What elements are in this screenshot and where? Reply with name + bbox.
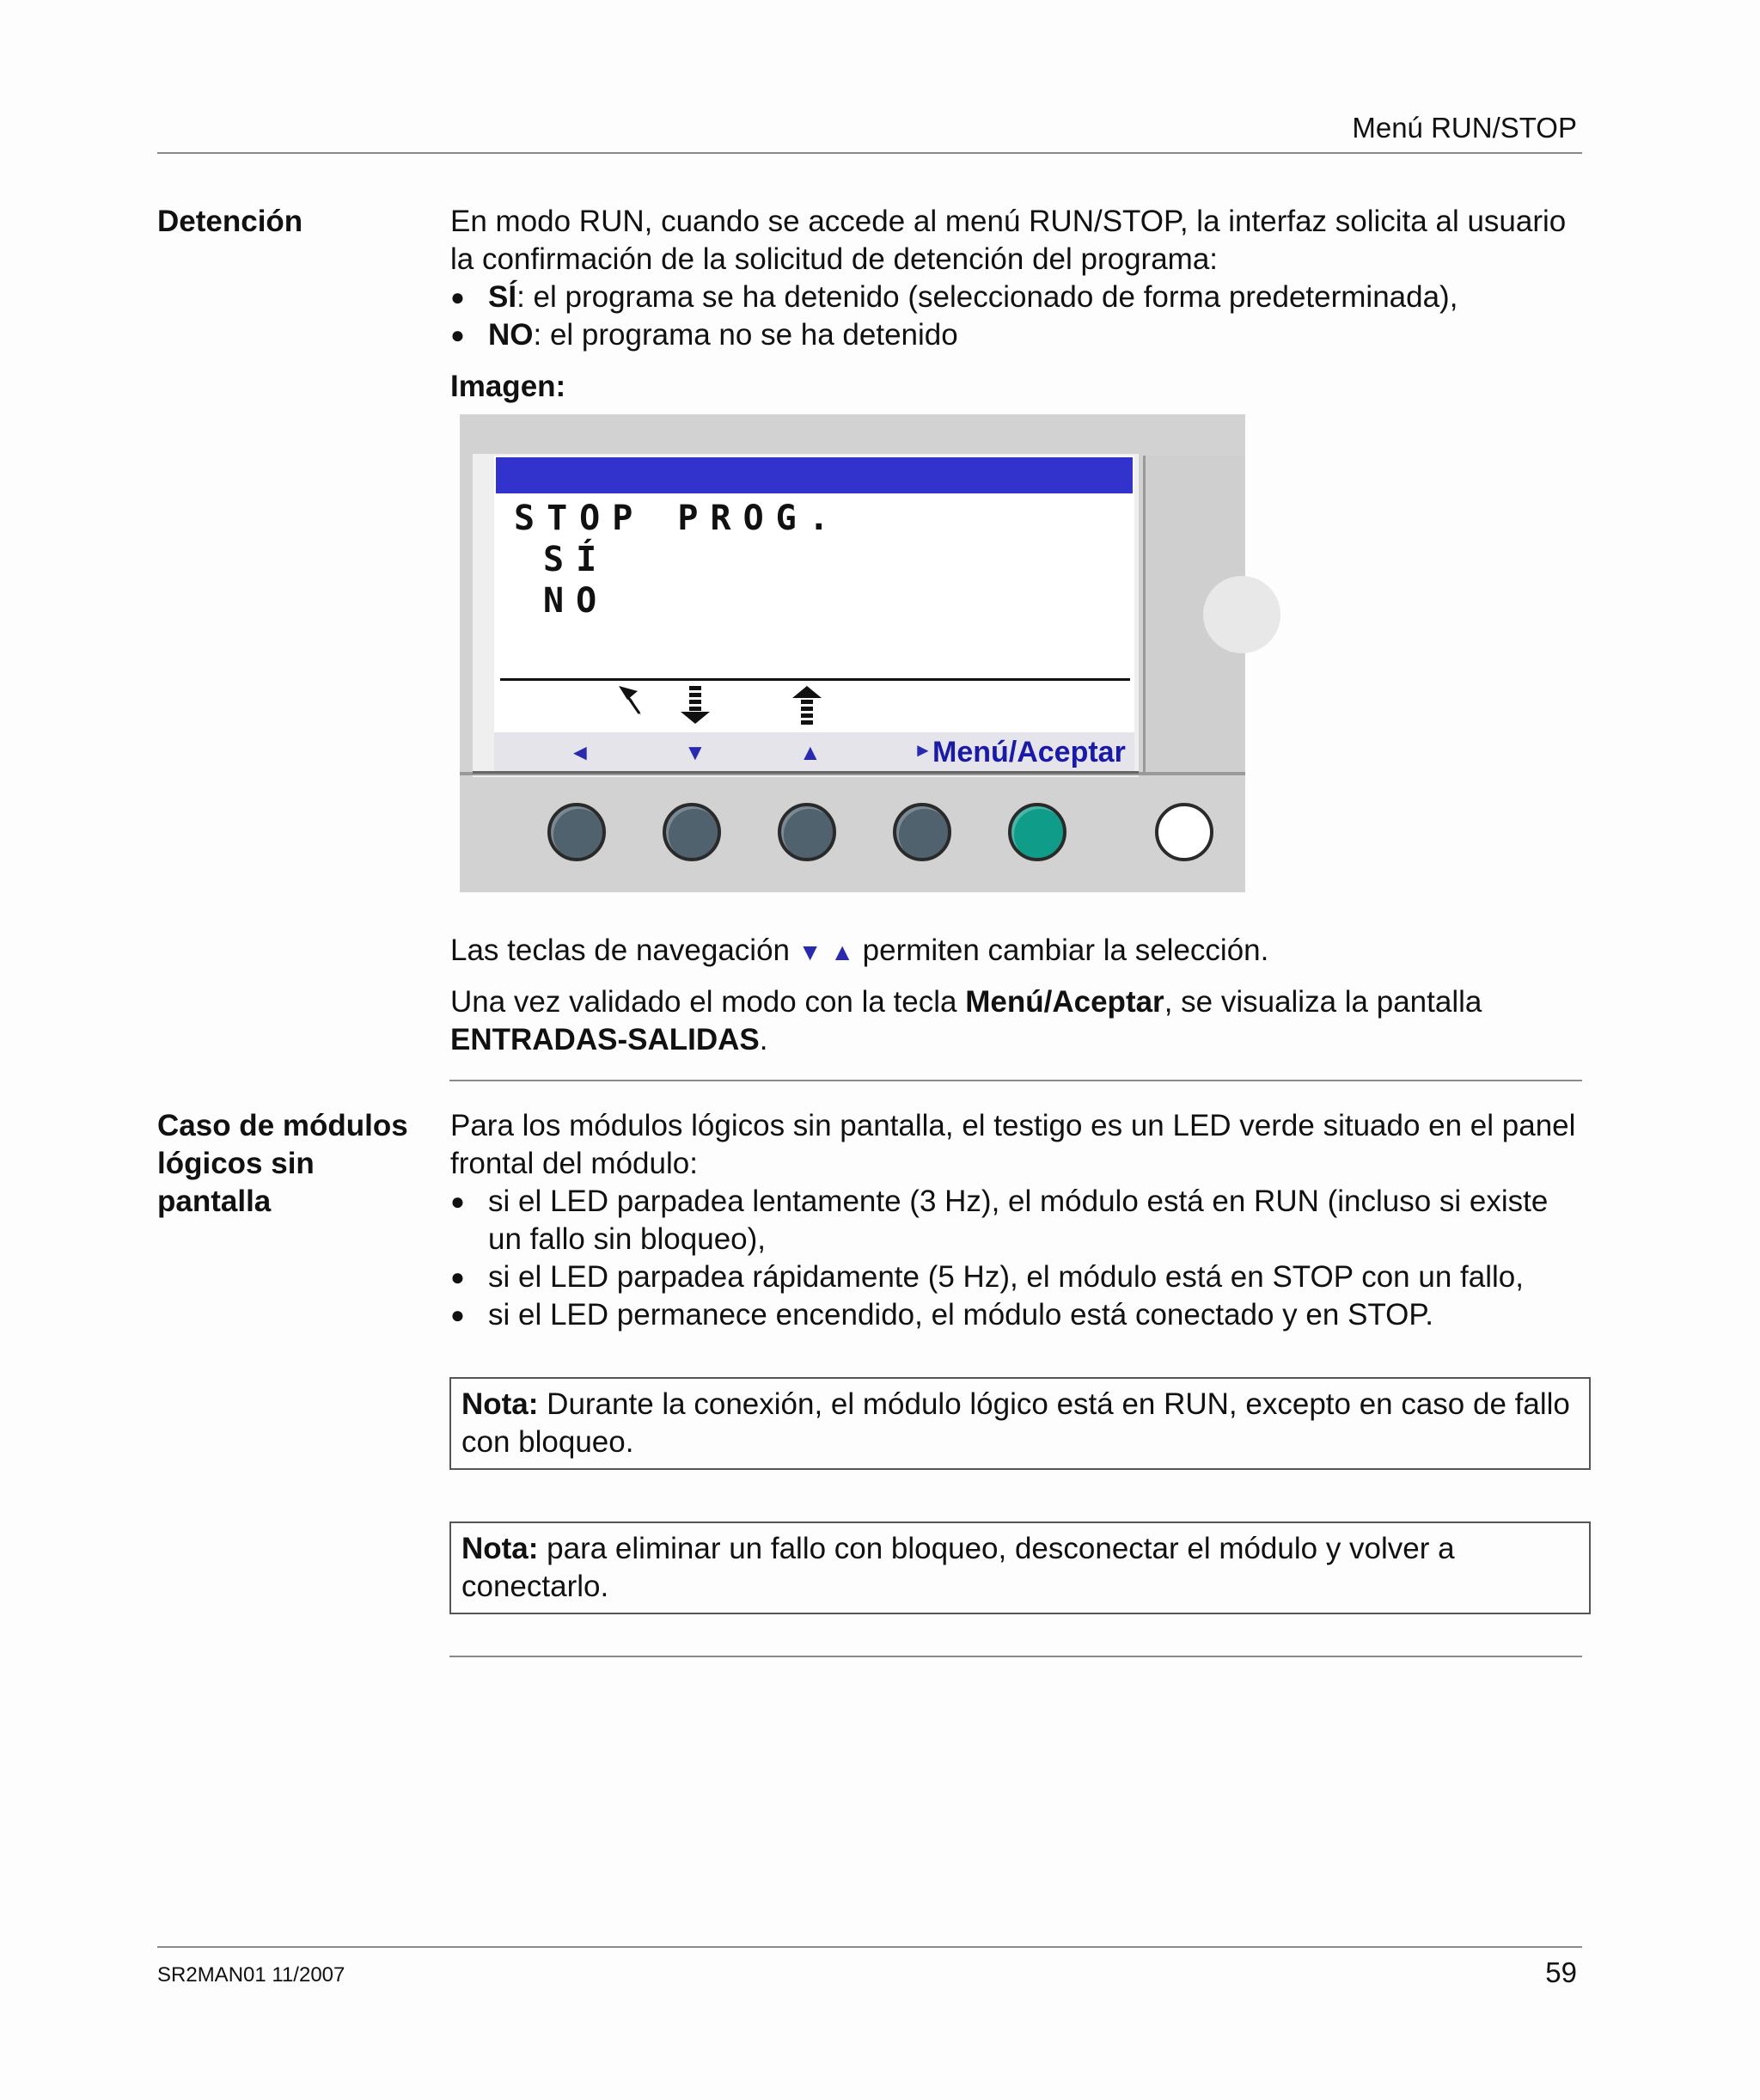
lcd-line-stop-prog: STOP PROG. bbox=[514, 499, 841, 538]
softkey-up-icon: ▲ bbox=[799, 739, 822, 765]
list-item: ● si el LED permanece encendido, el módulo está conectado y en STOP. bbox=[450, 1296, 1585, 1334]
list-item: ● si el LED parpadea rápidamente (5 Hz), el módulo está en STOP con un fallo, bbox=[450, 1258, 1585, 1296]
list-item bbox=[450, 316, 1585, 354]
lcd-up-arrow-icon bbox=[792, 686, 822, 725]
side-label-line: pantalla bbox=[157, 1185, 272, 1218]
nav-sentence bbox=[450, 932, 1585, 971]
lcd-line-si: SÍ bbox=[543, 540, 609, 579]
nav-sentence-post: permiten cambiar la selección. bbox=[862, 934, 1269, 967]
footer-rule bbox=[157, 1946, 1582, 1948]
section-heading-detencion: Detención bbox=[157, 205, 303, 238]
footer-doc-ref: SR2MAN01 11/2007 bbox=[157, 1963, 345, 1987]
list-item bbox=[450, 279, 1585, 316]
section2-text bbox=[450, 1107, 1585, 1334]
list-item: ● si el LED parpadea lentamente (3 Hz), el módulo está en RUN (incluso si existe un fallo sin bloqueo), bbox=[450, 1183, 1585, 1258]
note-box-2 bbox=[449, 1521, 1591, 1614]
valid-end: . bbox=[759, 1023, 768, 1056]
device-right-button[interactable] bbox=[893, 803, 951, 861]
section2-intro: Para los módulos lógicos sin pantalla, el testigo es un LED verde situado en el panel frontal del módulo: bbox=[450, 1109, 1576, 1180]
softkey-left-icon: ◄ bbox=[569, 739, 591, 765]
nav-up-icon: ▲ bbox=[830, 939, 854, 965]
bullet-key: NO bbox=[488, 318, 534, 352]
bullet-key: SÍ bbox=[488, 280, 517, 314]
side-label-line: lógicos sin bbox=[157, 1147, 315, 1180]
softbar-underline bbox=[473, 771, 1139, 774]
section1-text bbox=[450, 203, 1585, 354]
bullet-text: : el programa no se ha detenido bbox=[533, 318, 958, 352]
section-heading-caso bbox=[157, 1107, 408, 1221]
softkey-down-icon: ▼ bbox=[684, 739, 706, 765]
device-menu-ok-button[interactable] bbox=[1008, 803, 1066, 861]
note-text: Durante la conexión, el módulo lógico está en RUN, excepto en caso de fallo con bloqueo. bbox=[461, 1387, 1570, 1459]
valid-key: Menú/Aceptar bbox=[965, 985, 1164, 1019]
section-divider bbox=[449, 1080, 1582, 1081]
nav-sentence-pre: Las teclas de navegación bbox=[450, 934, 790, 967]
valid-mid: , se visualiza la pantalla bbox=[1164, 985, 1482, 1019]
lcd-toggle-icon bbox=[619, 686, 641, 715]
section1-intro: En modo RUN, cuando se accede al menú RUN/STOP, la interfaz solicita al usuario la confirmación de la solicitud de detención del programa: bbox=[450, 205, 1567, 276]
running-header-title: Menú RUN/STOP bbox=[1352, 112, 1577, 144]
header-rule bbox=[157, 152, 1582, 154]
softkey-menu-arrow-icon: ► bbox=[914, 739, 932, 761]
page-number: 59 bbox=[1545, 1956, 1577, 1988]
device-down-button[interactable] bbox=[663, 803, 721, 861]
device-notch bbox=[1203, 576, 1280, 653]
validation-text bbox=[450, 983, 1585, 1059]
valid-screen: ENTRADAS-SALIDAS bbox=[450, 1023, 760, 1056]
note-box-1 bbox=[449, 1377, 1591, 1470]
nav-down-icon: ▼ bbox=[798, 939, 822, 965]
lcd-nav-icons bbox=[612, 679, 835, 731]
device-up-button[interactable] bbox=[778, 803, 836, 861]
valid-pre: Una vez validado el modo con la tecla bbox=[450, 985, 966, 1019]
section-end-divider bbox=[449, 1656, 1582, 1657]
bullet-text: : el programa se ha detenido (seleccionado de forma predeterminada), bbox=[516, 280, 1458, 314]
side-label-line: Caso de módulos bbox=[157, 1109, 408, 1142]
note-label: Nota: bbox=[461, 1532, 539, 1565]
note-text: para eliminar un fallo con bloqueo, desconectar el módulo y volver a conectarlo. bbox=[461, 1532, 1455, 1603]
lcd-down-arrow-icon bbox=[681, 686, 710, 724]
image-label: Imagen: bbox=[450, 370, 566, 403]
note-label: Nota: bbox=[461, 1387, 539, 1421]
lcd-line-no: NO bbox=[543, 581, 609, 621]
lcd-title-bar bbox=[496, 457, 1133, 493]
device-shift-button[interactable] bbox=[1155, 803, 1213, 861]
device-left-button[interactable] bbox=[547, 803, 606, 861]
softkey-menu-label: Menú/Aceptar bbox=[932, 736, 1126, 768]
